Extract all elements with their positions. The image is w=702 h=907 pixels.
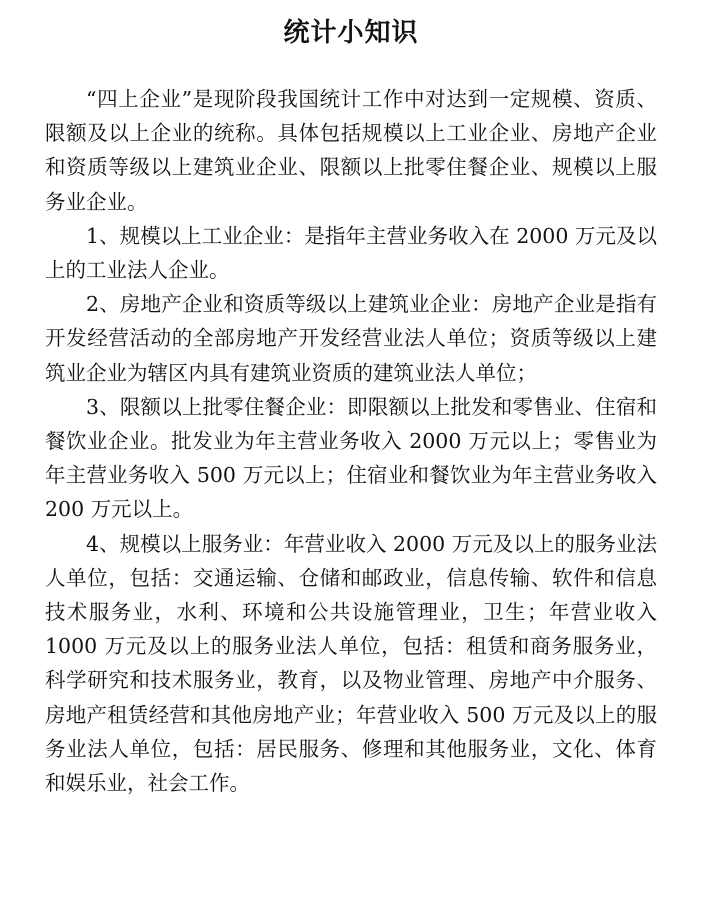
item-industrial-paragraph: 1、规模以上工业企业：是指年主营业务收入在 2000 万元及以上的工业法人企业。 xyxy=(45,223,657,283)
document-title: 统计小知识 xyxy=(283,18,419,48)
item-wholesale-retail-paragraph: 3、限额以上批零住餐企业：即限额以上批发和零售业、住宿和餐饮业企业。批发业为年主营业务收入 2000 万元以上；零售业为年主营业务收入 500 万元以上；住宿业和餐饮业为年主营业务收入 200 万元以上。 xyxy=(45,394,657,522)
document-page xyxy=(45,12,657,800)
intro-paragraph: “四上企业”是现阶段我国统计工作中对达到一定规模、资质、限额及以上企业的统称。具体包括规模以上工业企业、房地产企业和资质等级以上建筑业企业、限额以上批零住餐企业、规模以上服务业企业。 xyxy=(45,87,657,214)
item-services-paragraph: 4、规模以上服务业：年营业收入 2000 万元及以上的服务业法人单位，包括：交通运输、仓储和邮政业，信息传输、软件和信息技术服务业，水利、环境和公共设施管理业，卫生；年营业收入 1000 万元及以上的服务业法人单位，包括：租赁和商务服务业，科学研究和技术服务业，教育，以及物业管理、房地产中介服务、房地产租赁经营和其他房地产业；年营业收入 500 万元及以上的服务业法人单位，包括：居民服务、修理和其他服务业，文化、体育和娱乐业，社会工作。 xyxy=(45,531,657,796)
item-realestate-construction-paragraph: 2、房地产企业和资质等级以上建筑业企业：房地产企业是指有开发经营活动的全部房地产开发经营业法人单位；资质等级以上建筑业企业为辖区内具有建筑业资质的建筑业法人单位； xyxy=(45,292,657,385)
